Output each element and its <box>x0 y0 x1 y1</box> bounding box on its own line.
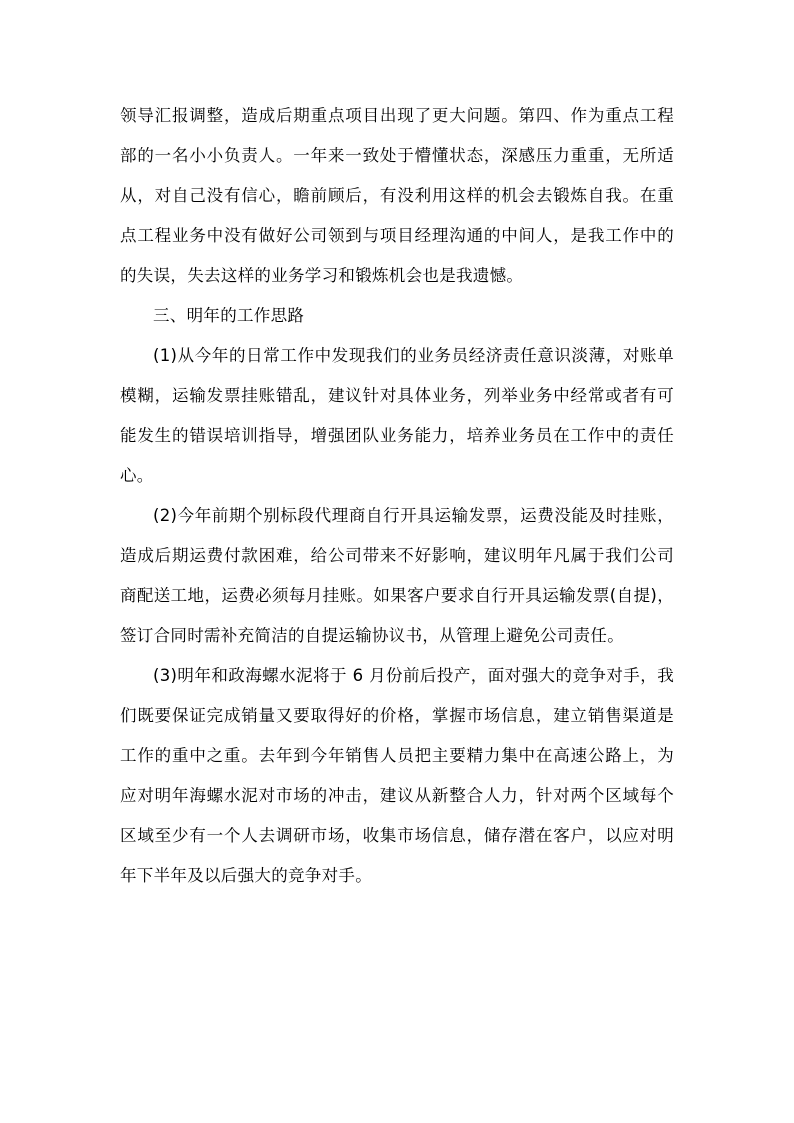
paragraph-item-1: (1)从今年的日常工作中发现我们的业务员经济责任意识淡薄，对账单模糊，运输发票挂账错乱，建议针对具体业务，列举业务中经常或者有可能发生的错误培训指导，增强团队业务能力，培养业务员在工作中的责任心。 <box>120 346 674 485</box>
document-body <box>120 96 674 896</box>
section-heading-next-year-plan: 三、明年的工作思路 <box>153 306 305 325</box>
paragraph-item-2: (2)今年前期个别标段代理商自行开具运输发票，运费没能及时挂账，造成后期运费付款困难，给公司带来不好影响，建议明年凡属于我们公司商配送工地，运费必须每月挂账。如果客户要求自行开具运输发票(自提)，签订合同时需补充简洁的自提运输协议书，从管理上避免公司责任。 <box>120 506 674 645</box>
paragraph-summary-continuation: 领导汇报调整，造成后期重点项目出现了更大问题。第四、作为重点工程部的一名小小负责人。一年来一致处于懵懂状态，深感压力重重，无所适从，对自己没有信心，瞻前顾后，有没利用这样的机会去锻炼自我。在重点工程业务中没有做好公司领到与项目经理沟通的中间人，是我工作中的的失误，失去这样的业务学习和锻炼机会也是我遗憾。 <box>120 106 674 285</box>
paragraph-item-3: (3)明年和政海螺水泥将于 6 月份前后投产，面对强大的竞争对手，我们既要保证完成销量又要取得好的价格，掌握市场信息，建立销售渠道是工作的重中之重。去年到今年销售人员把主要精力集中在高速公路上，为应对明年海螺水泥对市场的冲击，建议从新整合人力，针对两个区域每个区域至少有一个人去调研市场，收集市场信息，储存潜在客户，以应对明年下半年及以后强大的竞争对手。 <box>120 666 674 885</box>
